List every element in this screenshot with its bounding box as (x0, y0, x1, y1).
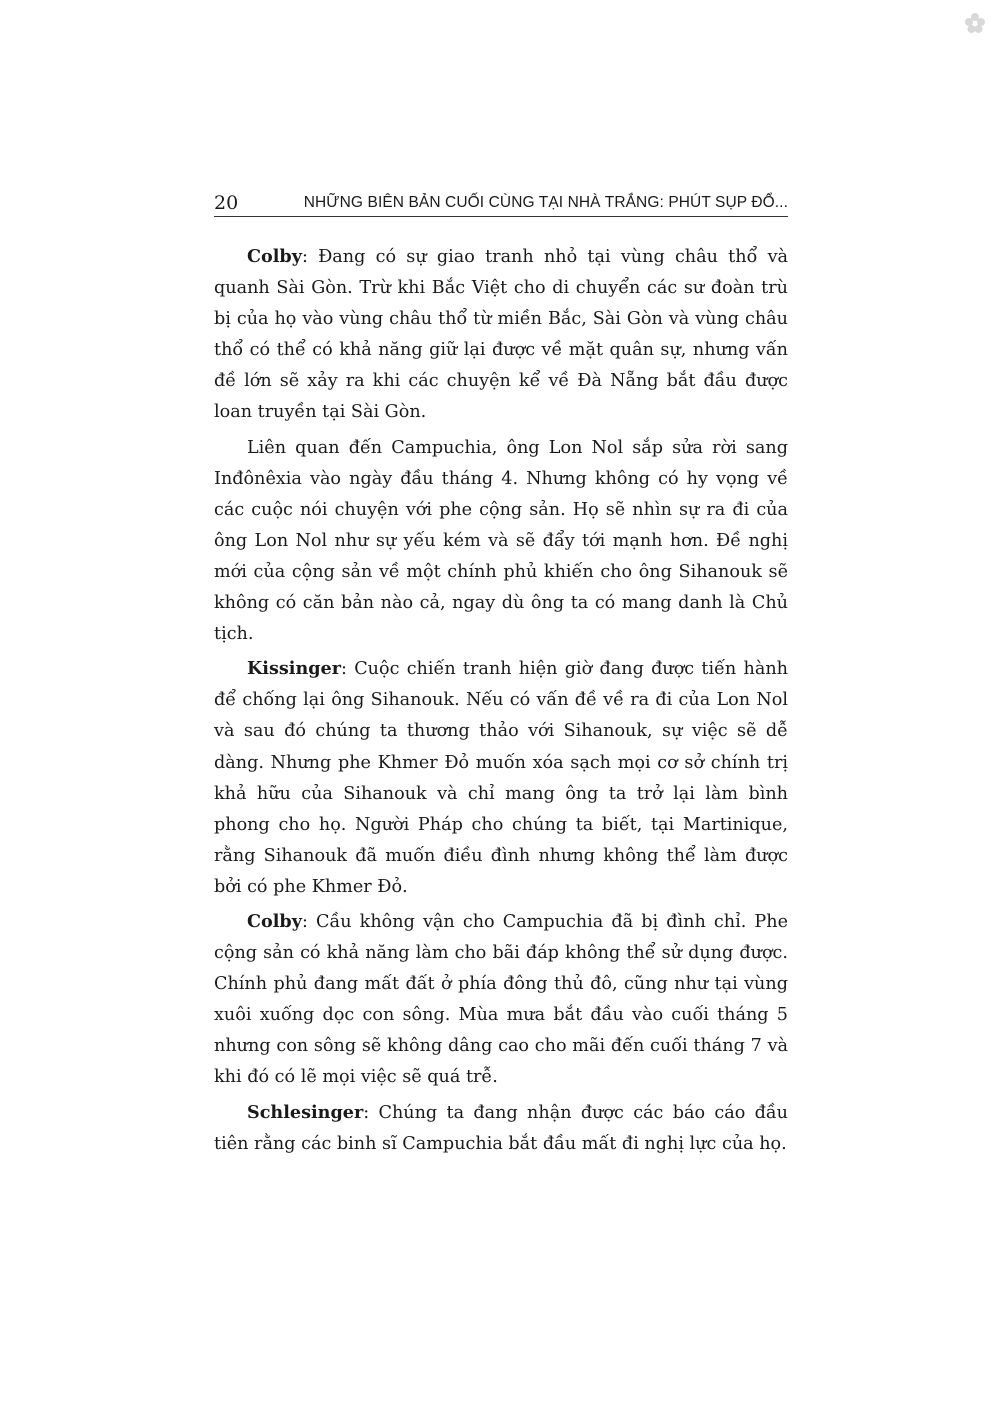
paragraph-schlesinger (214, 1097, 788, 1160)
page-number: 20 (214, 192, 239, 214)
speaker-name: Colby (247, 246, 302, 267)
speaker-name: Colby (247, 910, 302, 932)
speaker-name: Kissinger (247, 658, 342, 680)
paragraph-text: : Cuộc chiến tranh hiện giờ đang được tiến hành để chống lại ông Sihanouk. Nếu có vấn đề về ra đi của Lon Nol và sau đó chúng ta thương thảo với Sihanouk, sự việc sẽ dễ dàng. Nhưng phe Khmer Đỏ muốn xóa sạch mọi cơ sở chính trị khả hữu của Sihanouk và chỉ mang ông ta trở lại làm bình phong cho họ. Người Pháp cho chúng ta biết, tại Martinique, rằng Sihanouk đã muốn điều đình nhưng không thể làm được bởi có phe Khmer Đỏ. (214, 659, 788, 897)
paragraph-colby-2 (214, 906, 788, 1094)
paragraph-text: : Cầu không vận cho Campuchia đã bị đình chỉ. Phe cộng sản có khả năng làm cho bãi đáp không thể sử dụng được. Chính phủ đang mất đất ở phía đông thủ đô, cũng như tại vùng xuôi xuống dọc con sông. Mùa mưa bắt đầu vào cuối tháng 5 nhưng con sông sẽ không dâng cao cho mãi đến cuối tháng 7 và khi đó có lẽ mọi việc sẽ quá trễ. (214, 911, 788, 1088)
page-header (214, 186, 788, 217)
running-title: NHỮNG BIÊN BẢN CUỐI CÙNG TẠI NHÀ TRẮNG: PHÚT SỤP ĐỔ... (303, 194, 788, 211)
paragraph-text: : Chúng ta đang nhận được các báo cáo đầu tiên rằng các binh sĩ Campuchia bắt đầu mất đi nghị lực của họ. (214, 1102, 788, 1154)
paragraph-text: Liên quan đến Campuchia, ông Lon Nol sắp sửa rời sang Inđônêxia vào ngày đầu tháng 4. Nhưng không có hy vọng về các cuộc nói chuyện với phe cộng sản. Họ sẽ nhìn sự ra đi của ông Lon Nol như sự yếu kém và sẽ đẩy tới mạnh hơn. Đề nghị mới của cộng sản về một chính phủ khiến cho ông Sihanouk sẽ không có căn bản nào cả, ngay dù ông ta có mang danh là Chủ tịch. (214, 437, 788, 645)
paragraph-campuchia (214, 432, 788, 651)
paragraph-kissinger (214, 653, 788, 903)
paragraph-text: : Đang có sự giao tranh nhỏ tại vùng châu thổ và quanh Sài Gòn. Trừ khi Bắc Việt cho di chuyển các sư đoàn trù bị của họ vào vùng châu thổ từ miền Bắc, Sài Gòn và vùng châu thổ có thể có khả năng giữ lại được về mặt quân sự, nhưng vấn đề lớn sẽ xảy ra khi các chuyện kể về Đà Nẵng bắt đầu được loan truyền tại Sài Gòn. (214, 247, 788, 423)
flower-ornament-icon (964, 12, 986, 34)
speaker-name: Schlesinger (247, 1101, 364, 1123)
body-text (214, 241, 788, 1163)
paragraph-colby-1 (214, 241, 788, 429)
